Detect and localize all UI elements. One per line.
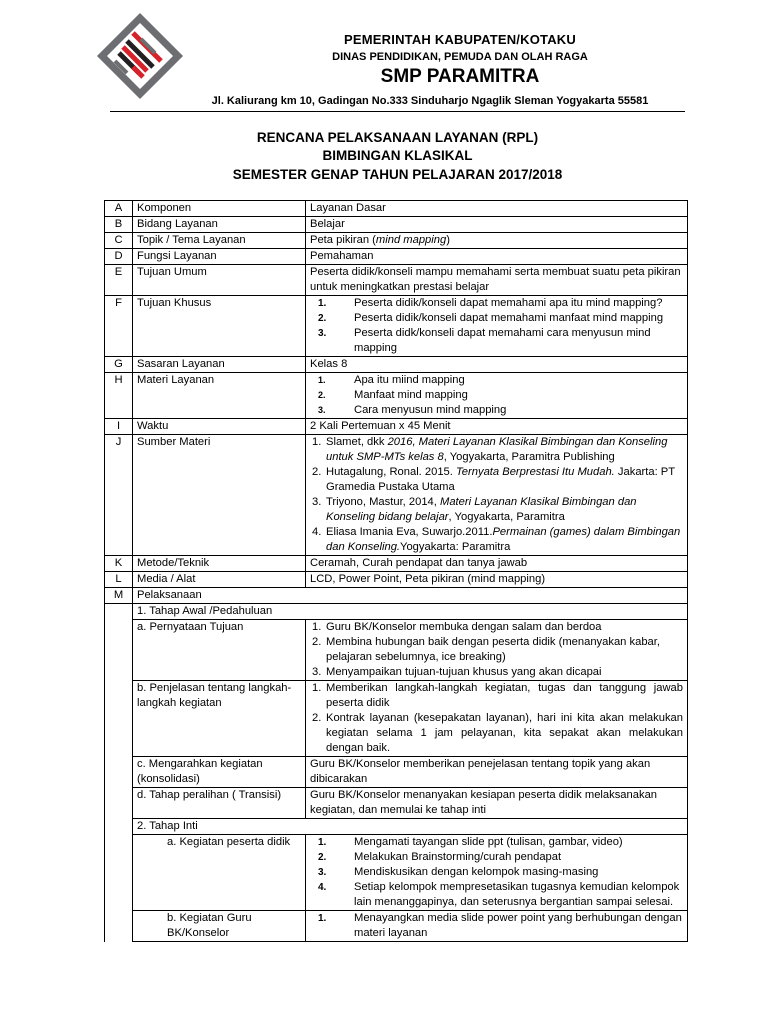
row-code: M [105, 588, 133, 604]
list-item: 3. Peserta didk/konseli dapat memahami cara menyusun mind mapping [318, 327, 651, 354]
list [310, 911, 683, 941]
list [310, 681, 683, 756]
stage-heading: 1. Tahap Awal /Pedahuluan [133, 604, 688, 620]
list-item: 1. Apa itu miind mapping [318, 374, 465, 386]
list [310, 620, 683, 680]
row-code: L [105, 572, 133, 588]
row-value: LCD, Power Point, Peta pikiran (mind mapping) [306, 572, 688, 588]
list-item: 4. Eliasa Imania Eva, Suwarjo.2011.Permainan (games) dalam Bimbingan dan Konseling.Yogyakarta: Paramitra [312, 526, 681, 553]
table-row [105, 265, 688, 296]
table-row [105, 201, 688, 217]
school-address: Jl. Kaliurang km 10, Gadingan No.333 Sinduharjo Ngaglik Sleman Yogyakarta 55581 [211, 95, 649, 107]
step-content: Guru BK/Konselor menanyakan kesiapan peserta didik melaksanakan kegiatan, dan memulai ke tahap inti [306, 788, 688, 819]
row-label: Pelaksanaan [133, 588, 688, 604]
letterhead-divider [110, 111, 685, 112]
list-item: 1. Memberikan langkah-langkah kegiatan, tugas dan tanggung jawab peserta didik [312, 682, 683, 709]
school-logo-icon [97, 13, 183, 99]
list-item: 2. Melakukan Brainstorming/curah pendapat [318, 851, 562, 863]
list-item: 2. Hutagalung, Ronal. 2015. Ternyata Berprestasi Itu Mudah. Jakarta: PT Gramedia Pustaka Utama [312, 466, 675, 493]
row-value: Kelas 8 [306, 357, 688, 373]
list-item: 1. Peserta didik/konseli dapat memahami apa itu mind mapping? [318, 297, 663, 309]
step-label: a. Kegiatan peserta didik [133, 835, 306, 911]
list-item: 2. Manfaat mind mapping [318, 389, 468, 401]
department-name: DINAS PENDIDIKAN, PEMUDA DAN OLAH RAGA [332, 51, 588, 63]
table-row [105, 296, 688, 357]
table-row [105, 604, 688, 620]
row-label: Waktu [133, 419, 306, 435]
row-code: D [105, 249, 133, 265]
list-item: 2. Peserta didik/konseli dapat memahami manfaat mind mapping [318, 312, 664, 324]
document-title: RENCANA PELAKSANAAN LAYANAN (RPL) [256, 130, 539, 145]
row-value: 2 Kali Pertemuan x 45 Menit [306, 419, 688, 435]
row-label: Sasaran Layanan [133, 357, 306, 373]
row-label: Media / Alat [133, 572, 306, 588]
list-item: 3. Triyono, Mastur, 2014, Materi Layanan Klasikal Bimbingan dan Konseling bidang belajar, Yogyakarta, Paramitra [312, 496, 637, 523]
stage-heading: 2. Tahap Inti [133, 819, 688, 835]
table-row [105, 419, 688, 435]
step-content [306, 620, 688, 681]
step-content: Guru BK/Konselor memberikan penejelasan tentang topik yang akan dibicarakan [306, 757, 688, 788]
value-text: Peta pikiran ( [310, 234, 376, 246]
row-label: Komponen [133, 201, 306, 217]
document-semester: SEMESTER GENAP TAHUN PELAJARAN 2017/2018 [232, 167, 563, 182]
row-label: Bidang Layanan [133, 217, 306, 233]
step-label: c. Mengarahkan kegiatan (konsolidasi) [133, 757, 306, 788]
row-value [306, 233, 688, 249]
table-row [105, 572, 688, 588]
row-code: C [105, 233, 133, 249]
table-row [105, 249, 688, 265]
list-item: 2. Kontrak layanan (kesepakatan layanan), hari ini kita akan melakukan kegiatan selama 1 jam pelayanan, kita sepakat akan melakukan dengan baik. [312, 712, 683, 754]
list-item: 3. Mendiskusikan dengan kelompok masing-masing [318, 866, 599, 878]
list-item: 3. Cara menyusun mind mapping [318, 404, 507, 416]
row-code: E [105, 265, 133, 296]
row-label: Sumber Materi [133, 435, 306, 556]
row-label: Tujuan Umum [133, 265, 306, 296]
row-code: K [105, 556, 133, 572]
row-value [306, 373, 688, 419]
list-item: 1. Mengamati tayangan slide ppt (tulisan, gambar, video) [318, 836, 623, 848]
table-row [105, 788, 688, 819]
table-row [105, 233, 688, 249]
row-value: Ceramah, Curah pendapat dan tanya jawab [306, 556, 688, 572]
table-row [105, 835, 688, 911]
row-code: H [105, 373, 133, 419]
row-code: F [105, 296, 133, 357]
row-code: I [105, 419, 133, 435]
school-name: SMP PARAMITRA [380, 66, 540, 87]
row-code: A [105, 201, 133, 217]
table-row [105, 757, 688, 788]
reference-list [310, 435, 683, 555]
list-item: 2. Membina hubungan baik dengan peserta didik (menanyakan kabar, pelajaran sebelumnya, ice breaking) [312, 636, 660, 663]
row-value [306, 435, 688, 556]
list-item: 1. Slamet, dkk 2016, Materi Layanan Klasikal Bimbingan dan Konseling untuk SMP-MTs kelas 8, Yogyakarta, Paramitra Publishing [312, 436, 668, 463]
table-row [105, 435, 688, 556]
row-code: G [105, 357, 133, 373]
table-row [105, 819, 688, 835]
table-row [105, 911, 688, 942]
government-name: PEMERINTAH KABUPATEN/KOTAKU [344, 32, 576, 47]
list-item: 1. Menayangkan media slide power point yang berhubungan dengan materi layanan [318, 912, 682, 939]
row-label: Materi Layanan [133, 373, 306, 419]
row-code: B [105, 217, 133, 233]
list-item: 3. Menyampaikan tujuan-tujuan khusus yang akan dicapai [312, 666, 602, 678]
row-value: Belajar [306, 217, 688, 233]
list [310, 373, 683, 418]
step-content [306, 911, 688, 942]
row-label: Topik / Tema Layanan [133, 233, 306, 249]
step-content [306, 681, 688, 757]
row-label: Fungsi Layanan [133, 249, 306, 265]
table-row [105, 556, 688, 572]
list-item: 4. Setiap kelompok mempresetasikan tugasnya kemudian kelompok lain menanggapinya, dan seterusnya bergantian sampai selesai. [318, 881, 680, 908]
step-content [306, 835, 688, 911]
table-row [105, 357, 688, 373]
table-row [105, 681, 688, 757]
row-value: Pemahaman [306, 249, 688, 265]
list [310, 296, 683, 356]
table-row [105, 217, 688, 233]
list-item: 1. Guru BK/Konselor membuka dengan salam dan berdoa [312, 621, 602, 633]
row-label: Metode/Teknik [133, 556, 306, 572]
value-italic: mind mapping [375, 234, 447, 246]
step-label: d. Tahap peralihan ( Transisi) [133, 788, 306, 819]
table-row [105, 373, 688, 419]
table-row [105, 620, 688, 681]
table-row [105, 588, 688, 604]
value-text: ) [446, 234, 450, 246]
row-value: Peserta didik/konseli mampu memahami serta membuat suatu peta pikiran untuk meningkatkan prestasi belajar [306, 265, 688, 296]
step-label: b. Kegiatan Guru BK/Konselor [133, 911, 306, 942]
row-label: Tujuan Khusus [133, 296, 306, 357]
row-value [306, 296, 688, 357]
row-value: Layanan Dasar [306, 201, 688, 217]
row-code: J [105, 435, 133, 556]
step-label: a. Pernyataan Tujuan [133, 620, 306, 681]
step-label: b. Penjelasan tentang langkah-langkah kegiatan [133, 681, 306, 757]
document-subtitle: BIMBINGAN KLASIKAL [322, 148, 473, 163]
rpl-table [104, 200, 688, 942]
list [310, 835, 683, 910]
